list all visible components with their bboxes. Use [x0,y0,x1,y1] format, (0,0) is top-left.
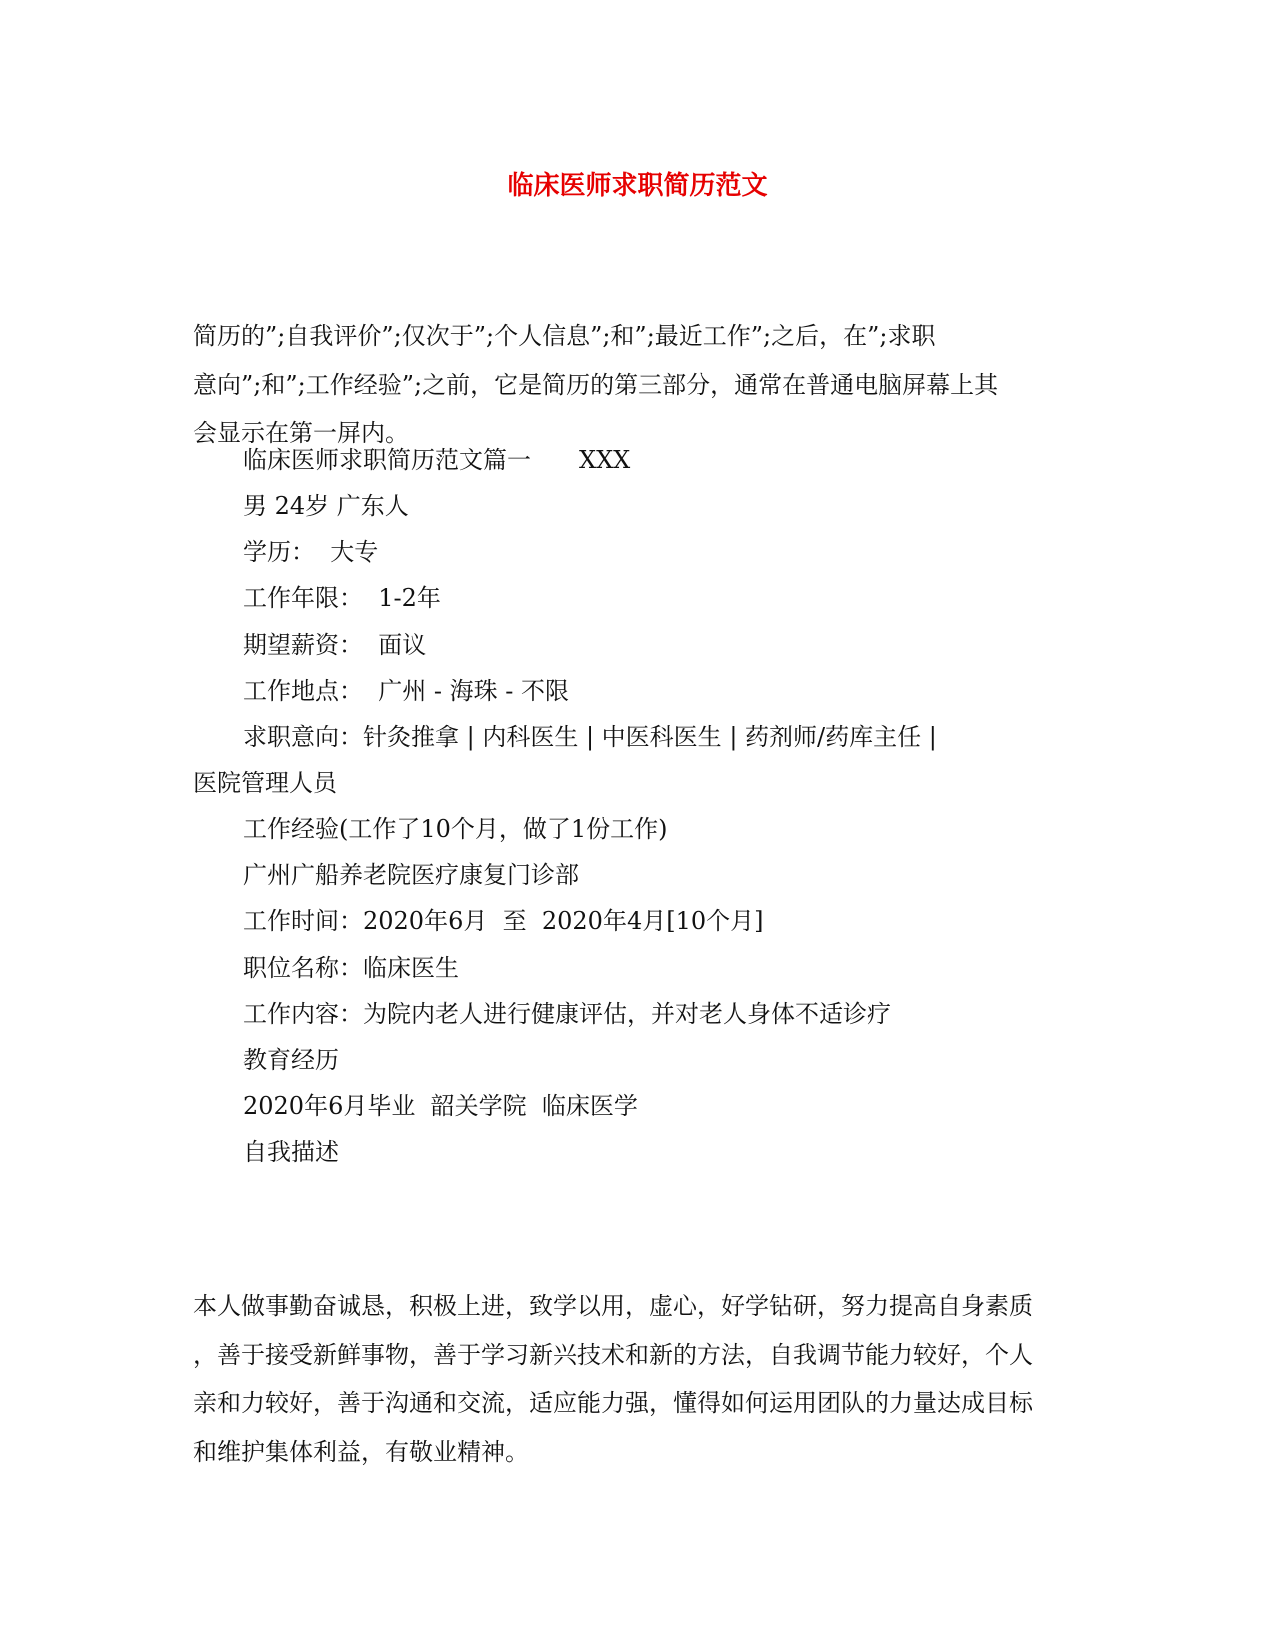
position-title: 职位名称：临床医生 [243,954,459,982]
intro-line: 意向”;和”;工作经验”;之前，它是简历的第三部分，通常在普通电脑屏幕上其 [193,370,999,399]
work-location: 工作地点： 广州 - 海珠 - 不限 [243,677,569,705]
basic-info: 男 24岁 广东人 [243,492,409,520]
job-duties: 工作内容：为院内老人进行健康评估，并对老人身体不适诊疗 [243,1000,891,1028]
self-description-line: 本人做事勤奋诚恳，积极上进，致学以用，虚心，好学钻研，努力提高自身素质 [193,1292,1033,1320]
expected-salary: 期望薪资： 面议 [243,631,427,659]
candidate-name: XXX [579,446,631,474]
self-description-heading: 自我描述 [243,1138,339,1166]
job-intention-continued: 医院管理人员 [193,769,337,797]
self-description-paragraph [193,1282,1083,1476]
self-description-line: 和维护集体利益，有敬业精神。 [193,1437,529,1466]
education-detail: 2020年6月毕业 韶关学院 临床医学 [243,1092,638,1120]
employer: 广州广船养老院医疗康复门诊部 [243,861,579,889]
experience-heading: 工作经验(工作了10个月，做了1份工作) [243,815,668,843]
intro-line: 会显示在第一屏内。 [193,419,409,447]
resume-heading-line [243,442,630,478]
resume-heading: 临床医师求职简历范文篇一 [243,446,531,474]
intro-line: 简历的”;自我评价”;仅次于”;个人信息”;和”;最近工作”;之后，在”;求职 [193,322,936,350]
work-time: 工作时间：2020年6月 至 2020年4月[10个月] [243,907,764,935]
self-description-line: 亲和力较好，善于沟通和交流，适应能力强，懂得如何运用团队的力量达成目标 [193,1389,1033,1417]
intro-paragraph [193,312,1083,458]
self-description-line: ，善于接受新鲜事物，善于学习新兴技术和新的方法，自我调节能力较好，个人 [193,1340,1033,1369]
document-title: 临床医师求职简历范文 [507,171,768,201]
work-years: 工作年限： 1-2年 [243,584,441,612]
education-heading: 教育经历 [243,1046,339,1074]
education-level: 学历： 大专 [243,538,379,566]
job-intention: 求职意向：针灸推拿 | 内科医生 | 中医科医生 | 药剂师/药库主任 | [243,723,937,751]
